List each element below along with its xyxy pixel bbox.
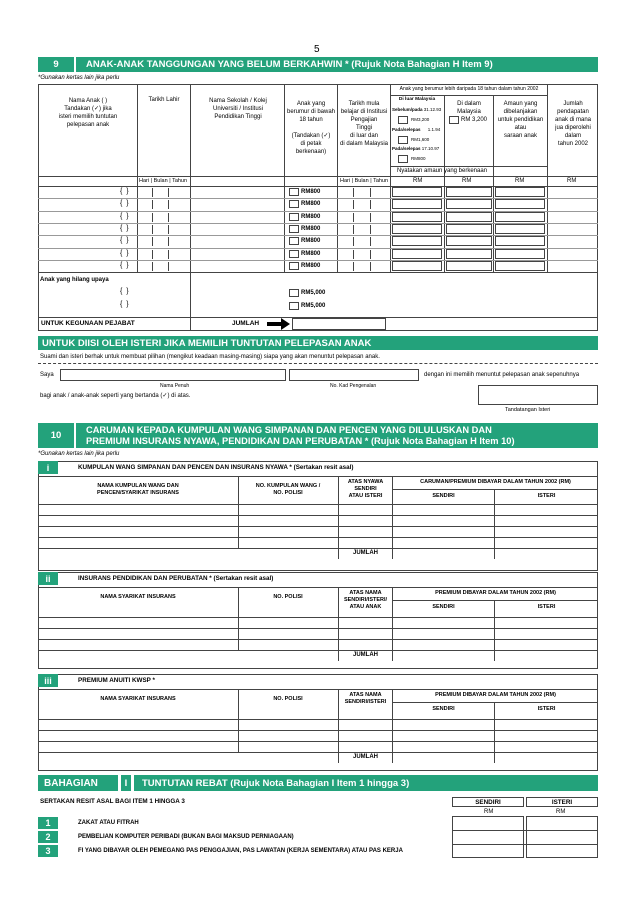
kegunaan-pejabat: UNTUK KEGUNAAN PEJABAT: [41, 320, 135, 327]
section-10-title2: PREMIUM INSURANS NYAWA, PENDIDIKAN DAN PERUBATAN * (Rujuk Nota Bahagian H Item 10): [86, 435, 515, 446]
tandatangan-field[interactable]: [478, 385, 598, 405]
dengan-label: dengan ini memilih menuntut pelepasan anak sepenuhnya: [424, 372, 580, 378]
checkbox-hilang-upaya-1[interactable]: [289, 289, 299, 297]
luar-malaysia: Di luar Malaysia: [398, 97, 436, 102]
field-dalam-1[interactable]: [446, 187, 492, 197]
bulan-label: Bulan: [153, 178, 168, 184]
subsection-ii-col2: NO. POLISI: [273, 594, 303, 600]
rm-col-3: RM: [515, 178, 525, 184]
table-row[interactable]: [38, 526, 598, 527]
rm3200-label: RM3,200: [411, 117, 430, 122]
rm5000-2: RM5,000: [301, 303, 326, 309]
hilang-upaya-label: Anak yang hilang upaya: [40, 277, 109, 283]
col-bawah-18: Anak yang berumur di bawah 18 tahun (Tandakan (✓) di petak berkenaan): [286, 101, 336, 155]
subsection-ii-sendiri: SENDIRI: [432, 604, 455, 610]
section-10-header: [38, 423, 598, 448]
subsection-ii-number: ii: [38, 572, 58, 585]
bagi-label: bagi anak / anak-anak seperti yang bertanda (✓) di atas.: [40, 393, 191, 399]
subsection-i: [38, 461, 598, 571]
section-10-title1: CARUMAN KEPADA KUMPULAN WANG SIMPANAN DAN PENCEN YANG DILULUSKAN DAN: [86, 424, 492, 435]
subsection-ii-title: INSURANS PENDIDIKAN DAN PERUBATAN * (Sertakan resit asal): [78, 575, 274, 582]
field-luar-6[interactable]: [392, 249, 442, 259]
rm-col-1: RM: [413, 178, 423, 184]
checkbox-dalam-malaysia[interactable]: [449, 116, 459, 124]
isteri-line1: Suami dan isteri berhak untuk membuat pilihan (mengikut keadaan masing-masing) siapa yang akan menuntut pelepasan anak.: [40, 354, 380, 360]
subsection-iii-col1: NAMA SYARIKAT INSURANS: [100, 696, 176, 702]
rebat-item-1-number: 1: [38, 817, 58, 829]
subsection-ii-isteri: ISTERI: [537, 604, 556, 610]
nama-penuh-label: Nama Penuh: [160, 383, 190, 389]
checkbox-bawah18-2[interactable]: [289, 200, 299, 208]
subsection-i-col4: CARUMAN/PREMIUM DIBAYAR DALAM TAHUN 2002 (RM): [420, 479, 571, 485]
rebat-isteri-field[interactable]: [526, 816, 598, 858]
rebat-sendiri-field[interactable]: [452, 816, 524, 858]
field-amaun-3[interactable]: [495, 212, 545, 222]
subsection-iii-title: PREMIUM ANUITI KWSP *: [78, 677, 155, 684]
table-row[interactable]: [38, 639, 598, 640]
section-10-note: *Gunakan kertas lain jika perlu: [38, 451, 120, 457]
subsection-i-number: i: [38, 461, 58, 474]
subsection-iii-col3: ATAS NAMA SENDIRI/ISTERI: [344, 692, 387, 705]
field-dalam-6[interactable]: [446, 249, 492, 259]
dalam-malaysia: Di dalam Malaysia: [457, 101, 481, 115]
checkbox-bawah18-1[interactable]: [289, 188, 299, 196]
rebat-item-2-label: PEMBELIAN KOMPUTER PERIBADI (BUKAN BAGI MAKSUD PERNIAGAAN): [78, 834, 294, 840]
field-dalam-2[interactable]: [446, 199, 492, 209]
checkbox-bawah18-6[interactable]: [289, 250, 299, 258]
rm800-row-4: RM800: [301, 225, 321, 232]
section-9-header: [38, 57, 598, 72]
sertakan-label: SERTAKAN RESIT ASAL BAGI ITEM 1 HINGGA 3: [40, 798, 185, 805]
nyatakan-label: Nyatakan amaun yang berkenaan: [396, 168, 488, 174]
field-amaun-5[interactable]: [495, 236, 545, 246]
saya-label: Saya: [40, 372, 54, 378]
rm800-label: RM800: [411, 156, 426, 161]
table-row[interactable]: [38, 741, 598, 742]
field-amaun-2[interactable]: [495, 199, 545, 209]
subsection-iii-number: iii: [38, 674, 58, 687]
date-1194: 1.1.94: [427, 127, 441, 132]
subsection-ii-col1: NAMA SYARIKAT INSURANS: [100, 594, 176, 600]
rm5000-1: RM5,000: [301, 290, 326, 296]
subsection-i-jumlah: JUMLAH: [353, 550, 378, 556]
subsection-iii-jumlah: JUMLAH: [353, 754, 378, 760]
table-row[interactable]: [38, 628, 598, 629]
rm800-row-3: RM800: [301, 213, 321, 220]
sebelum-label: Sebelum/pada: [392, 107, 423, 112]
table-row[interactable]: [38, 719, 598, 720]
nama-penuh-field[interactable]: [60, 369, 286, 381]
col-tarikh-mula: Tarikh mula belajar di Institusi Pengajian Tinggi di luar dan di dalam Malaysia: [339, 101, 389, 147]
checkbox-rm800[interactable]: [398, 155, 408, 163]
subsection-i-col3: ATAS NYAWA SENDIRI ATAU ISTERI: [347, 479, 384, 499]
rebat-item-3-label: FI YANG DIBAYAR OLEH PEMEGANG PAS PENGGAJIAN, PAS LAWATAN (KERJA SEMENTARA) ATAU PAS KERJA: [78, 848, 403, 854]
bahagian-header: [38, 775, 598, 791]
col-nama-sekolah: Nama Sekolah / Kolej Universiti / Institusi Pendidikan Tinggi: [209, 98, 267, 120]
jumlah-box-9[interactable]: [292, 318, 386, 330]
checkbox-bawah18-7[interactable]: [289, 262, 299, 270]
tandatangan-label: Tandatangan Isteri: [505, 407, 551, 413]
field-amaun-7[interactable]: [495, 261, 545, 271]
pada-selepas2-label: Pada/selepas: [392, 146, 421, 151]
table-row[interactable]: [38, 730, 598, 731]
rm-col-4: RM: [567, 178, 577, 184]
subsection-i-isteri: ISTERI: [537, 493, 556, 499]
section-9-note: *Gunakan kertas lain jika perlu: [38, 75, 120, 81]
field-dalam-3[interactable]: [446, 212, 492, 222]
subsection-i-col1: NAMA KUMPULAN WANG DAN PENCEN/SYARIKAT INSURANS: [97, 483, 179, 496]
checkbox-rm1600[interactable]: [398, 136, 408, 144]
field-luar-2[interactable]: [392, 199, 442, 209]
checkbox-bawah18-5[interactable]: [289, 237, 299, 245]
bahagian-label: BAHAGIAN: [44, 777, 98, 789]
field-luar-5[interactable]: [392, 236, 442, 246]
rm3200b-label: RM 3,200: [461, 117, 488, 123]
subsection-ii-jumlah: JUMLAH: [353, 652, 378, 658]
col-lebih-18: Anak yang berumur lebih daripada 18 tahun dalam tahun 2002: [399, 86, 539, 92]
col-jumlah-pendapatan: Jumlah pendapatan anak di mana jua diperolehi dalam tahun 2002: [554, 101, 592, 147]
section-10-number: 10: [38, 423, 76, 448]
table-row[interactable]: [38, 617, 598, 618]
bahagian-isteri: ISTERI: [526, 797, 598, 807]
no-kp-field[interactable]: [289, 369, 419, 381]
table-row[interactable]: [38, 515, 598, 516]
hari-label: Hari: [139, 178, 150, 184]
col-nama-anak: Nama Anak ( ) Tandakan (✓) jika isteri memilih tuntutan pelepasan anak: [58, 98, 118, 128]
subsection-ii-col4: PREMIUM DIBAYAR DALAM TAHUN 2002 (RM): [435, 590, 556, 596]
checkbox-bawah18-3[interactable]: [289, 213, 299, 221]
field-dalam-4[interactable]: [446, 224, 492, 234]
arrow-right-icon: [267, 318, 291, 330]
rm800-row-7: RM800: [301, 262, 321, 269]
rm800-row-1: RM800: [301, 189, 321, 195]
tahun2-label: Tahun: [373, 178, 389, 184]
jumlah-label-9: JUMLAH: [232, 320, 260, 327]
bulan2-label: Bulan: [354, 178, 369, 184]
bahagian-number: I: [118, 775, 134, 791]
field-amaun-4[interactable]: [495, 224, 545, 234]
field-luar-7[interactable]: [392, 261, 442, 271]
checkbox-rm3200[interactable]: [398, 116, 408, 124]
rm800-row-6: RM800: [301, 250, 321, 257]
subsection-ii-col3: ATAS NAMA SENDIRI/ISTERI/ ATAU ANAK: [343, 590, 388, 610]
subsection-iii-col4: PREMIUM DIBAYAR DALAM TAHUN 2002 (RM): [435, 692, 556, 698]
subsection-iii-sendiri: SENDIRI: [432, 706, 455, 712]
section-9-title: ANAK-ANAK TANGGUNGAN YANG BELUM BERKAHWIN * (Rujuk Nota Bahagian H Item 9): [86, 59, 493, 70]
field-dalam-7[interactable]: [446, 261, 492, 271]
field-amaun-6[interactable]: [495, 249, 545, 259]
field-luar-4[interactable]: [392, 224, 442, 234]
date-171097: 17.10.97: [421, 146, 440, 151]
col-tarikh-lahir: Tarikh Lahir: [148, 97, 180, 103]
table-row[interactable]: [38, 504, 598, 505]
col-amaun: Amaun yang dibelanjakan untuk pendidikan atau saraan anak: [497, 101, 544, 139]
subsection-iii-isteri: ISTERI: [537, 706, 556, 712]
rm-col-2: RM: [462, 178, 472, 184]
no-kp-label: No. Kad Pengenalan: [330, 383, 377, 389]
field-dalam-5[interactable]: [446, 236, 492, 246]
table-row[interactable]: [38, 537, 598, 538]
rebat-item-3-number: 3: [38, 845, 58, 857]
rm800-row-5: RM800: [301, 238, 321, 245]
rm800-row-2: RM800: [301, 201, 321, 208]
bahagian-rm-1: RM: [484, 809, 494, 815]
tahun-label: Tahun: [172, 178, 188, 184]
rebat-item-2-number: 2: [38, 831, 58, 843]
subsection-iii-col2: NO. POLISI: [273, 696, 303, 702]
checkbox-bawah18-4[interactable]: [289, 225, 299, 233]
bahagian-sendiri: SENDIRI: [452, 797, 524, 807]
pada-selepas-label: Pada/selepas: [392, 127, 421, 132]
field-luar-3[interactable]: [392, 212, 442, 222]
hari2-label: Hari: [340, 178, 351, 184]
isteri-header: UNTUK DIISI OLEH ISTERI JIKA MEMILIH TUNTUTAN PELEPASAN ANAK: [38, 336, 598, 350]
rebat-item-1-label: ZAKAT ATAU FITRAH: [78, 820, 139, 826]
sebelum-date: 31.12.93: [423, 107, 442, 112]
subsection-i-col2: NO. KUMPULAN WANG / NO. POLISI: [255, 483, 321, 496]
checkbox-hilang-upaya-2[interactable]: [289, 302, 299, 310]
subsection-i-title: KUMPULAN WANG SIMPANAN DAN PENCEN DAN INSURANS NYAWA * (Sertakan resit asal): [78, 464, 354, 471]
field-amaun-1[interactable]: [495, 187, 545, 197]
section-9-number: 9: [38, 57, 76, 72]
bahagian-title: TUNTUTAN REBAT (Rujuk Nota Bahagian I Item 1 hingga 3): [142, 777, 410, 789]
field-luar-1[interactable]: [392, 187, 442, 197]
rm1600-label: RM1,600: [411, 137, 430, 142]
page-number: 5: [314, 44, 320, 55]
subsection-i-sendiri: SENDIRI: [432, 493, 455, 499]
bahagian-rm-2: RM: [556, 809, 566, 815]
